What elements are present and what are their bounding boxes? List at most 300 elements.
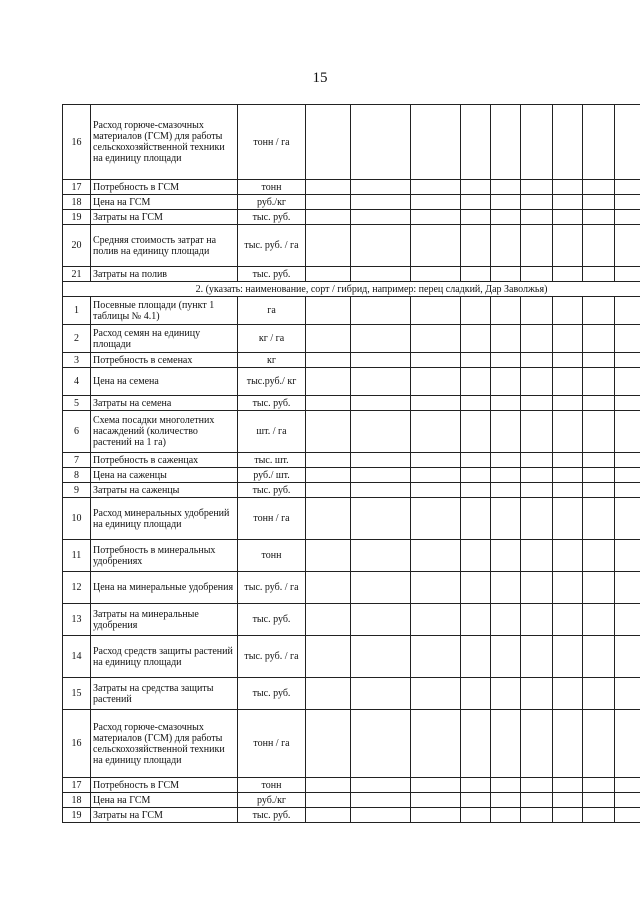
value-cell[interactable] [461,325,491,353]
row-number: 16 [63,710,91,778]
value-cell[interactable] [615,105,640,180]
value-cell[interactable] [615,604,640,636]
value-cell[interactable] [351,453,411,468]
value-cell[interactable] [583,793,615,808]
value-cell[interactable] [306,778,351,793]
value-cell[interactable] [411,808,461,823]
table-row [63,396,640,411]
value-cell[interactable] [351,353,411,368]
value-cell[interactable] [351,572,411,604]
value-cell[interactable] [351,325,411,353]
value-cell[interactable] [583,195,615,210]
value-cell[interactable] [461,453,491,468]
value-cell[interactable] [411,793,461,808]
value-cell[interactable] [583,411,615,453]
table-row [63,325,640,353]
value-cell[interactable] [351,710,411,778]
value-cell[interactable] [553,604,583,636]
value-cell[interactable] [461,678,491,710]
value-cell[interactable] [521,572,553,604]
value-cell[interactable] [461,396,491,411]
row-number: 21 [63,267,91,282]
value-cell[interactable] [583,353,615,368]
row-number: 2 [63,325,91,353]
value-cell[interactable] [461,483,491,498]
value-cell[interactable] [411,411,461,453]
value-cell[interactable] [461,195,491,210]
value-cell[interactable] [583,468,615,483]
value-cell[interactable] [491,793,521,808]
row-number: 11 [63,540,91,572]
indicator-name: Потребность в саженцах [91,453,238,468]
unit-of-measure: руб./кг [238,793,306,808]
value-cell[interactable] [583,572,615,604]
value-cell[interactable] [583,368,615,396]
value-cell[interactable] [411,210,461,225]
value-cell[interactable] [351,105,411,180]
row-number: 13 [63,604,91,636]
table-row [63,808,640,823]
value-cell[interactable] [491,353,521,368]
unit-of-measure: тыс. шт. [238,453,306,468]
value-cell[interactable] [461,778,491,793]
value-cell[interactable] [351,180,411,195]
row-number: 15 [63,678,91,710]
indicator-name: Затраты на средства защиты растений [91,678,238,710]
value-cell[interactable] [461,411,491,453]
value-cell[interactable] [306,368,351,396]
unit-of-measure: тыс. руб. [238,396,306,411]
value-cell[interactable] [521,498,553,540]
value-cell[interactable] [461,468,491,483]
unit-of-measure: руб./ шт. [238,468,306,483]
value-cell[interactable] [461,710,491,778]
value-cell[interactable] [615,396,640,411]
value-cell[interactable] [351,368,411,396]
value-cell[interactable] [351,210,411,225]
indicator-name: Расход средств защиты растений на единицу площади [91,636,238,678]
value-cell[interactable] [351,540,411,572]
value-cell[interactable] [306,793,351,808]
value-cell[interactable] [583,710,615,778]
table-body [63,105,640,823]
unit-of-measure: тыс.руб./ кг [238,368,306,396]
value-cell[interactable] [411,483,461,498]
value-cell[interactable] [491,396,521,411]
value-cell[interactable] [583,105,615,180]
value-cell[interactable] [351,195,411,210]
value-cell[interactable] [306,105,351,180]
value-cell[interactable] [615,483,640,498]
value-cell[interactable] [521,396,553,411]
value-cell[interactable] [491,325,521,353]
table-row [63,453,640,468]
value-cell[interactable] [411,710,461,778]
table-row [63,180,640,195]
value-cell[interactable] [306,297,351,325]
value-cell[interactable] [351,678,411,710]
value-cell[interactable] [583,453,615,468]
value-cell[interactable] [553,368,583,396]
value-cell[interactable] [491,225,521,267]
section-heading: 2. (указать: наименование, сорт / гибрид, например: перец сладкий, Дар Заволжья) [63,282,640,297]
value-cell[interactable] [553,453,583,468]
value-cell[interactable] [491,297,521,325]
value-cell[interactable] [411,105,461,180]
value-cell[interactable] [521,297,553,325]
value-cell[interactable] [521,778,553,793]
value-cell[interactable] [411,353,461,368]
value-cell[interactable] [553,540,583,572]
indicator-name: Цена на ГСМ [91,793,238,808]
value-cell[interactable] [351,483,411,498]
value-cell[interactable] [306,483,351,498]
value-cell[interactable] [461,105,491,180]
value-cell[interactable] [553,105,583,180]
value-cell[interactable] [411,368,461,396]
value-cell[interactable] [521,483,553,498]
value-cell[interactable] [306,180,351,195]
value-cell[interactable] [306,604,351,636]
value-cell[interactable] [351,636,411,678]
value-cell[interactable] [521,468,553,483]
value-cell[interactable] [461,180,491,195]
value-cell[interactable] [553,468,583,483]
table-row [63,636,640,678]
unit-of-measure: тыс. руб. / га [238,572,306,604]
value-cell[interactable] [553,483,583,498]
value-cell[interactable] [306,411,351,453]
row-number: 4 [63,368,91,396]
value-cell[interactable] [306,710,351,778]
table-row [63,105,640,180]
value-cell[interactable] [411,572,461,604]
value-cell[interactable] [615,540,640,572]
table-row [63,604,640,636]
value-cell[interactable] [306,808,351,823]
value-cell[interactable] [306,453,351,468]
value-cell[interactable] [461,793,491,808]
value-cell[interactable] [521,636,553,678]
table-row [63,498,640,540]
table-row [63,368,640,396]
row-number: 16 [63,105,91,180]
value-cell[interactable] [411,498,461,540]
value-cell[interactable] [491,572,521,604]
value-cell[interactable] [553,353,583,368]
value-cell[interactable] [615,297,640,325]
value-cell[interactable] [521,105,553,180]
value-cell[interactable] [351,778,411,793]
value-cell[interactable] [411,678,461,710]
value-cell[interactable] [306,540,351,572]
value-cell[interactable] [583,225,615,267]
row-number: 7 [63,453,91,468]
value-cell[interactable] [491,195,521,210]
value-cell[interactable] [521,710,553,778]
value-cell[interactable] [351,604,411,636]
value-cell[interactable] [521,368,553,396]
row-number: 18 [63,195,91,210]
value-cell[interactable] [461,210,491,225]
value-cell[interactable] [461,636,491,678]
value-cell[interactable] [521,540,553,572]
value-cell[interactable] [553,180,583,195]
unit-of-measure: кг [238,353,306,368]
value-cell[interactable] [306,572,351,604]
value-cell[interactable] [351,793,411,808]
value-cell[interactable] [491,105,521,180]
value-cell[interactable] [553,195,583,210]
value-cell[interactable] [583,604,615,636]
value-cell[interactable] [521,353,553,368]
unit-of-measure: тыс. руб. [238,604,306,636]
value-cell[interactable] [351,297,411,325]
value-cell[interactable] [351,267,411,282]
value-cell[interactable] [521,453,553,468]
value-cell[interactable] [615,468,640,483]
unit-of-measure: тыс. руб. / га [238,636,306,678]
value-cell[interactable] [521,180,553,195]
unit-of-measure: тыс. руб. [238,678,306,710]
value-cell[interactable] [491,678,521,710]
value-cell[interactable] [491,411,521,453]
indicator-name: Цена на минеральные удобрения [91,572,238,604]
value-cell[interactable] [521,678,553,710]
value-cell[interactable] [491,267,521,282]
value-cell[interactable] [306,678,351,710]
value-cell[interactable] [491,710,521,778]
indicator-name: Потребность в ГСМ [91,180,238,195]
value-cell[interactable] [306,210,351,225]
unit-of-measure: тонн [238,540,306,572]
value-cell[interactable] [583,678,615,710]
indicator-name: Затраты на семена [91,396,238,411]
indicator-name: Затраты на минеральные удобрения [91,604,238,636]
table-row [63,195,640,210]
value-cell[interactable] [553,572,583,604]
value-cell[interactable] [306,267,351,282]
value-cell[interactable] [553,498,583,540]
value-cell[interactable] [411,453,461,468]
value-cell[interactable] [491,808,521,823]
value-cell[interactable] [411,396,461,411]
value-cell[interactable] [521,808,553,823]
value-cell[interactable] [491,636,521,678]
row-number: 19 [63,210,91,225]
value-cell[interactable] [521,411,553,453]
unit-of-measure: тыс. руб. / га [238,225,306,267]
value-cell[interactable] [306,396,351,411]
value-cell[interactable] [615,710,640,778]
value-cell[interactable] [491,778,521,793]
unit-of-measure: тыс. руб. [238,267,306,282]
table-row [63,411,640,453]
value-cell[interactable] [553,210,583,225]
value-cell[interactable] [461,808,491,823]
value-cell[interactable] [411,180,461,195]
value-cell[interactable] [521,225,553,267]
value-cell[interactable] [461,572,491,604]
row-number: 18 [63,793,91,808]
value-cell[interactable] [615,325,640,353]
value-cell[interactable] [615,453,640,468]
value-cell[interactable] [461,498,491,540]
value-cell[interactable] [553,297,583,325]
value-cell[interactable] [411,267,461,282]
unit-of-measure: тонн / га [238,710,306,778]
value-cell[interactable] [306,325,351,353]
value-cell[interactable] [583,483,615,498]
value-cell[interactable] [583,498,615,540]
value-cell[interactable] [491,540,521,572]
value-cell[interactable] [583,396,615,411]
value-cell[interactable] [491,468,521,483]
value-cell[interactable] [461,368,491,396]
indicator-name: Расход семян на единицу площади [91,325,238,353]
value-cell[interactable] [411,540,461,572]
value-cell[interactable] [615,180,640,195]
value-cell[interactable] [491,180,521,195]
value-cell[interactable] [615,778,640,793]
row-number: 12 [63,572,91,604]
row-number: 1 [63,297,91,325]
value-cell[interactable] [491,453,521,468]
unit-of-measure: тонн / га [238,498,306,540]
row-number: 6 [63,411,91,453]
value-cell[interactable] [553,710,583,778]
value-cell[interactable] [615,267,640,282]
value-cell[interactable] [411,225,461,267]
value-cell[interactable] [491,368,521,396]
value-cell[interactable] [615,678,640,710]
value-cell[interactable] [615,572,640,604]
value-cell[interactable] [306,636,351,678]
value-cell[interactable] [521,210,553,225]
value-cell[interactable] [615,210,640,225]
value-cell[interactable] [411,325,461,353]
value-cell[interactable] [583,267,615,282]
value-cell[interactable] [615,368,640,396]
unit-of-measure: тонн [238,778,306,793]
unit-of-measure: тонн / га [238,105,306,180]
value-cell[interactable] [491,210,521,225]
value-cell[interactable] [553,396,583,411]
table-row [63,710,640,778]
value-cell[interactable] [306,498,351,540]
value-cell[interactable] [306,468,351,483]
value-cell[interactable] [583,778,615,793]
value-cell[interactable] [351,396,411,411]
value-cell[interactable] [615,793,640,808]
table-row [63,225,640,267]
value-cell[interactable] [491,483,521,498]
value-cell[interactable] [411,468,461,483]
value-cell[interactable] [615,411,640,453]
indicator-name: Посевные площади (пункт 1 таблицы № 4.1) [91,297,238,325]
row-number: 19 [63,808,91,823]
cost-table [62,104,640,823]
value-cell[interactable] [521,195,553,210]
value-cell[interactable] [553,793,583,808]
value-cell[interactable] [553,778,583,793]
value-cell[interactable] [583,180,615,195]
value-cell[interactable] [615,636,640,678]
section-row [63,282,640,297]
indicator-name: Потребность в ГСМ [91,778,238,793]
value-cell[interactable] [553,678,583,710]
value-cell[interactable] [553,808,583,823]
value-cell[interactable] [461,540,491,572]
value-cell[interactable] [306,225,351,267]
table-row [63,540,640,572]
value-cell[interactable] [411,778,461,793]
value-cell[interactable] [411,604,461,636]
value-cell[interactable] [553,411,583,453]
value-cell[interactable] [461,225,491,267]
row-number: 8 [63,468,91,483]
value-cell[interactable] [521,604,553,636]
unit-of-measure: руб./кг [238,195,306,210]
value-cell[interactable] [351,498,411,540]
indicator-name: Расход горюче-смазочных материалов (ГСМ) для работы сельскохозяйственной техники на единицу площади [91,710,238,778]
value-cell[interactable] [461,353,491,368]
value-cell[interactable] [306,353,351,368]
value-cell[interactable] [351,468,411,483]
value-cell[interactable] [553,225,583,267]
value-cell[interactable] [553,267,583,282]
value-cell[interactable] [461,267,491,282]
value-cell[interactable] [615,353,640,368]
indicator-name: Затраты на ГСМ [91,210,238,225]
row-number: 14 [63,636,91,678]
value-cell[interactable] [491,498,521,540]
value-cell[interactable] [553,325,583,353]
indicator-name: Средняя стоимость затрат на полив на единицу площади [91,225,238,267]
value-cell[interactable] [583,297,615,325]
value-cell[interactable] [461,297,491,325]
value-cell[interactable] [583,540,615,572]
value-cell[interactable] [583,636,615,678]
value-cell[interactable] [411,195,461,210]
indicator-name: Затраты на полив [91,267,238,282]
value-cell[interactable] [615,195,640,210]
value-cell[interactable] [491,604,521,636]
value-cell[interactable] [583,808,615,823]
value-cell[interactable] [411,636,461,678]
value-cell[interactable] [615,225,640,267]
value-cell[interactable] [521,267,553,282]
indicator-name: Потребность в минеральных удобрениях [91,540,238,572]
value-cell[interactable] [553,636,583,678]
value-cell[interactable] [615,498,640,540]
value-cell[interactable] [411,297,461,325]
value-cell[interactable] [351,808,411,823]
value-cell[interactable] [461,604,491,636]
value-cell[interactable] [351,225,411,267]
value-cell[interactable] [521,325,553,353]
value-cell[interactable] [351,411,411,453]
value-cell[interactable] [583,325,615,353]
indicator-name: Цена на саженцы [91,468,238,483]
indicator-name: Расход минеральных удобрений на единицу площади [91,498,238,540]
table-row [63,778,640,793]
value-cell[interactable] [583,210,615,225]
table-row [63,267,640,282]
value-cell[interactable] [521,793,553,808]
value-cell[interactable] [306,195,351,210]
value-cell[interactable] [615,808,640,823]
